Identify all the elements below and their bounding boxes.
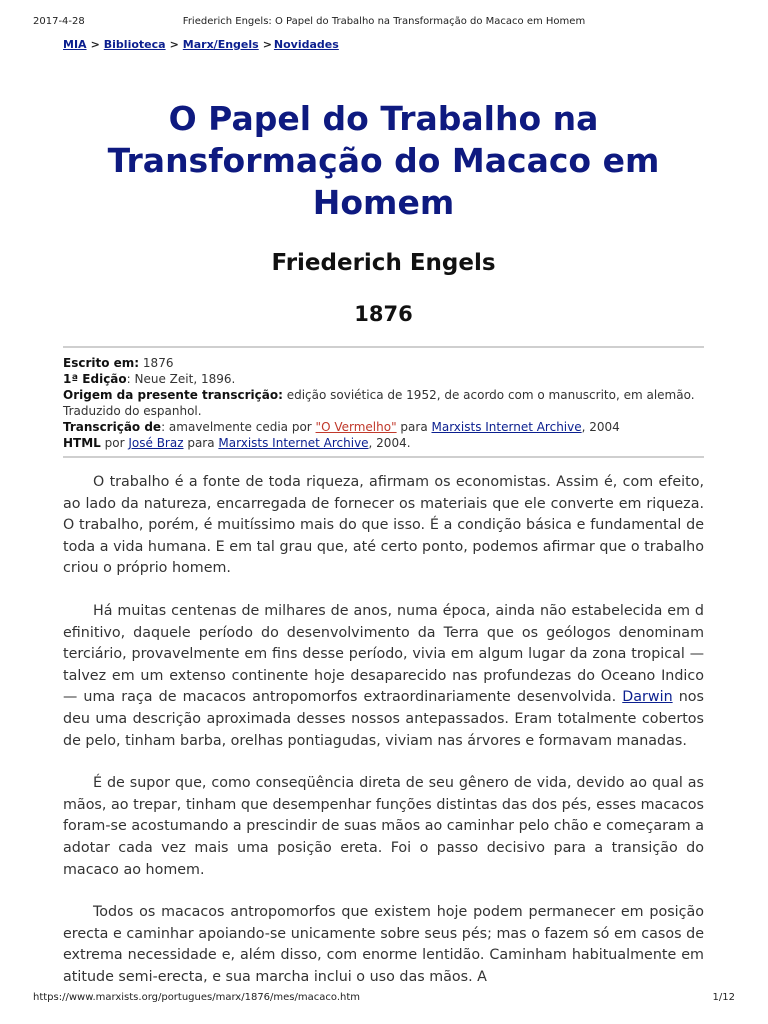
- info-first-edition-value: : Neue Zeit, 1896.: [126, 372, 236, 386]
- divider-bottom: [63, 456, 704, 458]
- paragraph-2: [63, 601, 704, 752]
- info-transcription-label: Transcrição de: [63, 420, 162, 434]
- document-year: 1876: [354, 302, 413, 326]
- info-transcription-mid: para: [396, 420, 432, 434]
- print-header: [33, 16, 735, 30]
- publication-info: [63, 348, 704, 456]
- document-author: Friederich Engels: [271, 250, 496, 276]
- paragraph-2-text-b: nos deu uma descrição aproximada desses nossos antepassados. Eram totalmente cobertos de pelo, tinham barba, orelhas pontiagudas, viviam nas árvores e formavam manadas.: [63, 689, 704, 749]
- info-written-value: 1876: [142, 356, 174, 370]
- info-origin: [63, 387, 704, 419]
- info-transcription: [63, 419, 704, 435]
- info-transcription-prefix: : amavelmente cedia por: [161, 420, 316, 434]
- breadcrumb-separator: >: [90, 38, 100, 51]
- print-page-title: Friederich Engels: O Papel do Trabalho na Transformação do Macaco em Homem: [182, 16, 586, 27]
- info-written: [63, 355, 704, 371]
- breadcrumb-separator: >: [169, 38, 179, 51]
- info-first-edition: [63, 371, 704, 387]
- link-o-vermelho[interactable]: "O Vermelho": [315, 420, 397, 434]
- link-marxists-archive-2[interactable]: Marxists Internet Archive: [218, 436, 369, 450]
- breadcrumb-link-biblioteca[interactable]: Biblioteca: [103, 38, 166, 51]
- link-marxists-archive[interactable]: Marxists Internet Archive: [431, 420, 582, 434]
- info-first-edition-label: 1ª Edição: [63, 372, 127, 386]
- info-html-prefix: por: [100, 436, 129, 450]
- paragraph-3: É de supor que, como conseqüência direta de seu gênero de vida, devido ao qual as mãos, ao trepar, tinham que desempenhar funções distintas das dos pés, esses macacos foram-se acostumando a prescindir de suas mãos ao caminhar pelo chão e começaram a adotar cada vez mais uma posição ereta. Foi o passo decisivo para a transição do macaco ao homem.: [63, 775, 704, 878]
- print-page-number: 1/12: [712, 992, 735, 1003]
- print-date: 2017-4-28: [33, 16, 85, 27]
- info-origin-value: edição soviética de 1952, de acordo com o manuscrito, em alemão. Traduzido do espanhol.: [63, 388, 695, 418]
- breadcrumb: [63, 36, 704, 56]
- info-origin-label: Origem da presente transcrição:: [63, 388, 283, 402]
- breadcrumb-link-mia[interactable]: MIA: [63, 38, 87, 51]
- paragraph-2-text-a: Há muitas centenas de milhares de anos, numa época, ainda não estabelecida em d efinitivo, daquele período do desenvolvimento da Terra que os geólogos denominam terciário, provavelmente em fins desse período, vivia em algum lugar da zona tropical — talvez em um extenso continente hoje desaparecido nas profundezas do Oceano Indico — uma raça de macacos antropomorfos extraordinariamente desenvolvida.: [63, 602, 704, 706]
- info-html-label: HTML: [63, 436, 101, 450]
- link-darwin[interactable]: Darwin: [622, 689, 673, 706]
- paragraph-1: O trabalho é a fonte de toda riqueza, afirmam os economistas. Assim é, com efeito, ao lado da natureza, encarregada de fornecer os materiais que ele converte em riqueza. O trabalho, porém, é muitíssimo mais do que isso. É a condição básica e fundamental de toda a vida humana. E em tal grau que, até certo ponto, podemos afirmar que o trabalho criou o próprio homem.: [63, 474, 704, 577]
- info-html-mid: para: [183, 436, 219, 450]
- print-url: https://www.marxists.org/portugues/marx/1876/mes/macaco.htm: [33, 992, 360, 1003]
- breadcrumb-separator: >: [262, 38, 272, 51]
- document-content: [63, 36, 704, 1009]
- document-title: O Papel do Trabalho na Transformação do Macaco em Homem: [107, 99, 660, 222]
- article-body: [63, 472, 704, 988]
- info-written-label: Escrito em:: [63, 356, 140, 370]
- info-transcription-suffix: , 2004: [581, 420, 620, 434]
- print-footer: [33, 992, 735, 1006]
- info-html: [63, 435, 704, 451]
- link-jose-braz[interactable]: José Braz: [128, 436, 184, 450]
- breadcrumb-link-marx-engels[interactable]: Marx/Engels: [182, 38, 259, 51]
- info-html-suffix: , 2004.: [368, 436, 411, 450]
- breadcrumb-link-novidades[interactable]: Novidades: [273, 38, 339, 51]
- paragraph-4: Todos os macacos antropomorfos que existem hoje podem permanecer em posição erecta e caminhar apoiando-se unicamente sobre seus pés; mas o fazem só em casos de extrema necessidade e, além disso, com enorme lentidão. Caminham habitualmente em atitude semi-erecta, e sua marcha inclui o uso das mãos. A: [63, 904, 704, 985]
